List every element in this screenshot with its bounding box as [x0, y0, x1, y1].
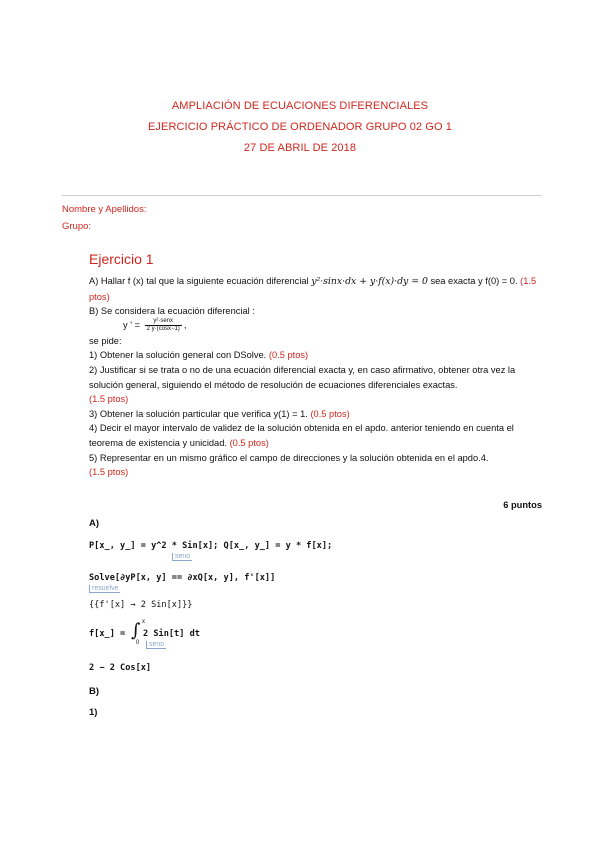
part-b-statement: B) Se considera la ecuación diferencial : [89, 306, 255, 317]
exercise-heading: EJERCICIO PRÁCTICO DE ORDENADOR GRUPO 02 GO 1 [148, 121, 452, 133]
differential-equation: y ' = $\frac{\text{y²·senx}}{2 y\cdot(\cos x-1)}$ , [123, 317, 187, 332]
item-1: 1) Obtener la solución general con DSolve. (0.5 ptos) [89, 350, 309, 361]
input-cell-2[interactable]: Solve[∂yP[x, y] == ∂xQ[x, y], f'[x]] [89, 573, 276, 583]
input-cell-1[interactable]: P[x_, y_] = y^2 * Sin[x]; Q[x_, y_] = y * f[x]; [89, 541, 333, 551]
solution-label-1: 1) [89, 707, 98, 718]
item-2-points: (1.5 ptos) [89, 394, 129, 405]
item-1-points: (0.5 ptos) [268, 350, 309, 361]
equation-fraction [145, 318, 182, 333]
item-5: 5) Representar en un mismo gráfico el campo de direcciones y la solución obtenida en el apdo.4. (1.5 ptos) [89, 452, 489, 478]
exam-date: 27 DE ABRIL DE 2018 [243, 142, 357, 154]
fraction-denominator: 2 y·(cosx−1) [146, 325, 180, 332]
hint-resuelve: resuelve [89, 585, 120, 592]
solution-label-a: A) [89, 518, 100, 529]
input-cell-3-body[interactable]: 2 Sin[t] dt [143, 629, 200, 639]
part-a-equation: y²·sinx·dx + y·f(x)·dy = 0 [311, 276, 428, 287]
integral-upper-limit: x [142, 619, 145, 625]
part-a-statement: A) Hallar f (x) tal que la siguiente ecuación diferencial y²·sinx·dx + y·f(x)·dy = 0 sea exacta y f(0) = 0. (1.5 ptos) [89, 276, 537, 302]
output-cell-2: {{f'[x] → 2 Sin[x]}} [89, 600, 193, 610]
group-label: Grupo: [62, 221, 92, 232]
header-divider [62, 195, 542, 196]
item-4-points: (0.5 ptos) [229, 437, 269, 448]
input-cell-3-lhs[interactable]: f[x_] = [89, 629, 126, 639]
total-points: 6 puntos [503, 500, 542, 510]
name-label: Nombre y Apellidos: [62, 204, 147, 215]
item-3-points: (0.5 ptos) [310, 408, 350, 419]
document-header [0, 96, 600, 159]
integral-sign: ∫ [131, 620, 141, 641]
hint-seno-2: seno [146, 641, 166, 648]
item-5-points: (1.5 ptos) [89, 467, 129, 478]
fraction-numerator: y²·senx [145, 318, 182, 326]
hint-seno-1: seno [172, 553, 192, 560]
item-4: 4) Decir el mayor intervalo de validez de la solución obtenida en el apdo. anterior teniendo en cuenta el teorema de existencia y unicidad. (0.5 ptos) [89, 423, 514, 448]
part-a-points: (1.5 ptos) [89, 276, 537, 302]
integral-lower-limit: 0 [136, 640, 140, 646]
student-fields [62, 201, 146, 235]
exercise-title: Ejercicio 1 [89, 251, 154, 267]
solution-label-b: B) [89, 686, 100, 697]
se-pide: se pide: [89, 335, 122, 346]
exercise-statement [89, 274, 545, 480]
item-3: 3) Obtener la solución particular que verifica y(1) = 1. (0.5 ptos) [89, 408, 350, 419]
output-cell-3: 2 − 2 Cos[x] [89, 663, 152, 673]
course-title: AMPLIACIÓN DE ECUACIONES DIFERENCIALES [171, 100, 429, 112]
item-2: 2) Justificar si se trata o no de una ecuación diferencial exacta y, en caso afirmativo, obtener otra vez la solución general, siguiendo el método de resolución de ecuaciones diferenciales exactas. (1.5 ptos) [89, 365, 516, 405]
